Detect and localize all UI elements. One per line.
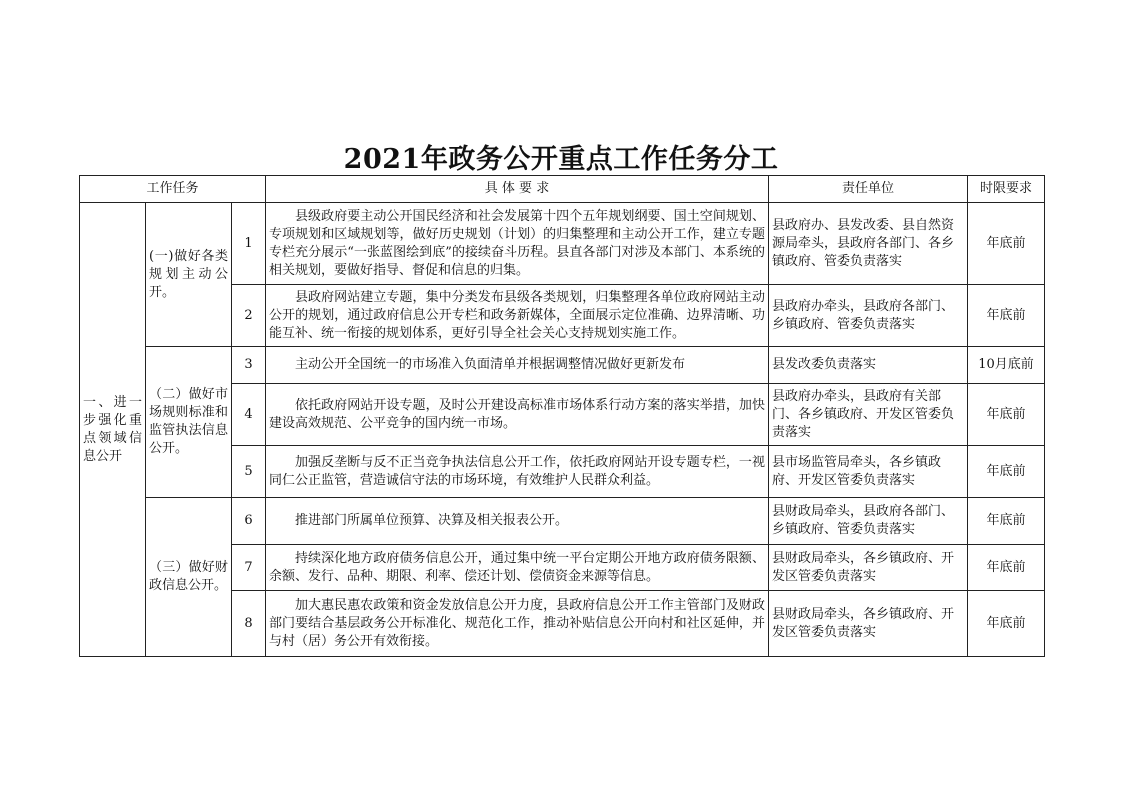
responsible-cell: 县财政局牵头，县政府各部门、乡镇政府、管委负责落实 <box>769 498 968 545</box>
responsible-cell: 县发改委负责落实 <box>769 347 968 384</box>
header-responsible: 责任单位 <box>769 176 968 203</box>
deadline-cell: 年底前 <box>968 446 1045 498</box>
row-number: 3 <box>232 347 266 384</box>
deadline-cell: 年底前 <box>968 203 1045 285</box>
responsible-cell: 县政府办、县发改委、县自然资源局牵头，县政府各部门、各乡镇政府、管委负责落实 <box>769 203 968 285</box>
deadline-cell: 年底前 <box>968 545 1045 591</box>
deadline-cell: 年底前 <box>968 285 1045 347</box>
table-row <box>80 203 1045 285</box>
requirement-cell: 主动公开全国统一的市场准入负面清单并根据调整情况做好更新发布 <box>266 347 769 384</box>
responsible-cell: 县市场监管局牵头，各乡镇政府、开发区管委负责落实 <box>769 446 968 498</box>
subcategory-cell: (一)做好各类规划主动公开。 <box>146 203 232 347</box>
subcategory-cell: （三）做好财政信息公开。 <box>146 498 232 657</box>
responsible-cell: 县政府办牵头，县政府各部门、乡镇政府、管委负责落实 <box>769 285 968 347</box>
table-row <box>80 498 1045 545</box>
header-task: 工作任务 <box>80 176 266 203</box>
task-table <box>79 175 1045 657</box>
document-title: 2021年政务公开重点工作任务分工 <box>343 144 779 175</box>
deadline-cell: 年底前 <box>968 591 1045 657</box>
header-deadline: 时限要求 <box>968 176 1045 203</box>
row-number: 6 <box>232 498 266 545</box>
requirement-cell: 县级政府要主动公开国民经济和社会发展第十四个五年规划纲要、国土空间规划、专项规划和区域规划等，做好历史规划（计划）的归集整理和主动公开工作，建立专题专栏充分展示“一张蓝图绘到底”的接续奋斗历程。县直各部门对涉及本部门、本系统的相关规划，要做好指导、督促和信息的归集。 <box>266 203 769 285</box>
row-number: 2 <box>232 285 266 347</box>
requirement-cell: 加强反垄断与反不正当竞争执法信息公开工作，依托政府网站开设专题专栏，一视同仁公正监管，营造诚信守法的市场环境，有效维护人民群众利益。 <box>266 446 769 498</box>
requirement-cell: 县政府网站建立专题，集中分类发布县级各类规划，归集整理各单位政府网站主动公开的规划，通过政府信息公开专栏和政务新媒体，全面展示定位准确、边界清晰、功能互补、统一衔接的规划体系，更好引导全社会关心支持规划实施工作。 <box>266 285 769 347</box>
requirement-cell: 推进部门所属单位预算、决算及相关报表公开。 <box>266 498 769 545</box>
row-number: 4 <box>232 384 266 446</box>
row-number: 5 <box>232 446 266 498</box>
row-number: 1 <box>232 203 266 285</box>
deadline-cell: 年底前 <box>968 498 1045 545</box>
deadline-cell: 年底前 <box>968 384 1045 446</box>
header-requirement: 具 体 要 求 <box>266 176 769 203</box>
responsible-cell: 县财政局牵头，各乡镇政府、开发区管委负责落实 <box>769 591 968 657</box>
requirement-cell: 依托政府网站开设专题，及时公开建设高标准市场体系行动方案的落实举措，加快建设高效规范、公平竞争的国内统一市场。 <box>266 384 769 446</box>
responsible-cell: 县政府办牵头，县政府有关部门、各乡镇政府、开发区管委负责落实 <box>769 384 968 446</box>
requirement-cell: 持续深化地方政府债务信息公开，通过集中统一平台定期公开地方政府债务限额、余额、发行、品种、期限、利率、偿还计划、偿债资金来源等信息。 <box>266 545 769 591</box>
row-number: 7 <box>232 545 266 591</box>
deadline-cell: 10月底前 <box>968 347 1045 384</box>
row-number: 8 <box>232 591 266 657</box>
requirement-cell: 加大惠民惠农政策和资金发放信息公开力度，县政府信息公开工作主管部门及财政部门要结合基层政务公开标准化、规范化工作，推动补贴信息公开向村和社区延伸，并与村（居）务公开有效衔接。 <box>266 591 769 657</box>
header-row <box>80 176 1045 203</box>
table-row <box>80 347 1045 384</box>
category-cell: 一、进一步强化重点领域信息公开 <box>80 203 146 657</box>
subcategory-cell: （二）做好市场规则标准和监管执法信息公开。 <box>146 347 232 498</box>
responsible-cell: 县财政局牵头，各乡镇政府、开发区管委负责落实 <box>769 545 968 591</box>
